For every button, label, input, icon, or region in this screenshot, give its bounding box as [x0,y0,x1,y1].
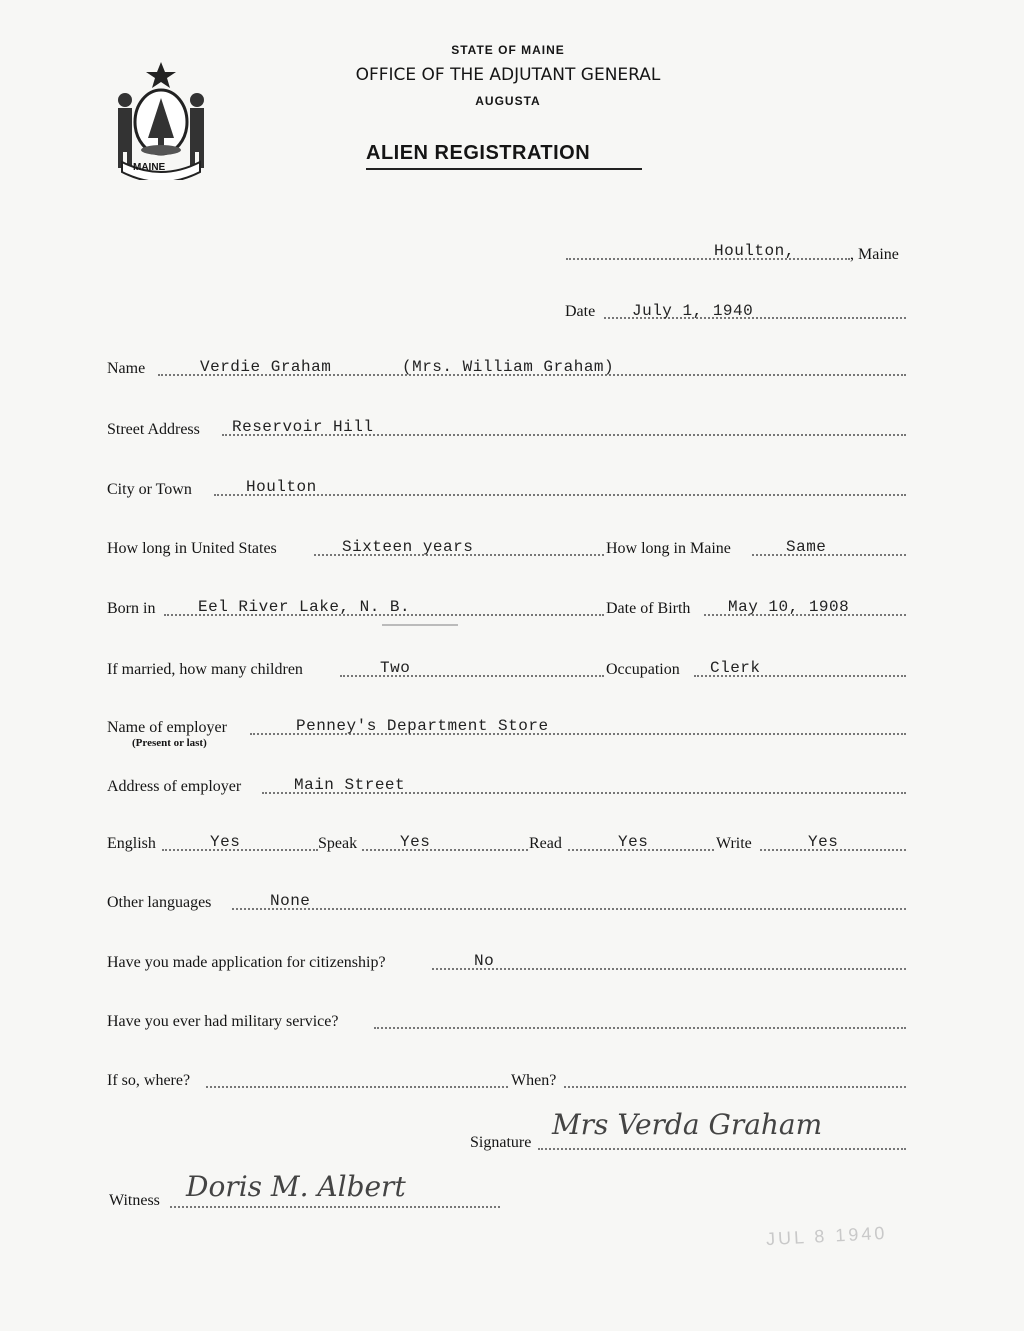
other-languages-label: Other languages [107,894,212,911]
signature-label: Signature [470,1134,532,1151]
signature-value: Mrs Verda Graham [552,1108,823,1141]
dob-label: Date of Birth [606,600,691,617]
speak-label: Speak [318,835,358,852]
occupation-value: Clerk [710,659,761,677]
read-label: Read [529,835,562,852]
witness-signature: Doris M. Albert [186,1170,406,1203]
speak-value: Yes [400,833,431,851]
citizenship-label: Have you made application for citizenship? [107,954,386,971]
witness-label: Witness [109,1192,160,1209]
born-label: Born in [107,600,156,617]
born-value: Eel River Lake, N. B. [198,598,411,616]
us-time-label: How long in United States [107,540,277,557]
location-suffix: , Maine [850,246,899,263]
street-value: Reservoir Hill [232,418,374,436]
english-value: Yes [210,833,241,851]
maine-time-label: How long in Maine [606,540,731,557]
date-label: Date [565,303,596,320]
when-label: When? [511,1072,557,1089]
city-value: Houlton [246,478,317,496]
maine-time-value: Same [786,538,827,556]
date-value: July 1, 1940 [632,302,754,320]
born-underline [382,624,458,626]
city-label: City or Town [107,481,192,498]
seal-banner-text: MAINE [133,162,166,173]
employer-label: Name of employer [107,719,227,736]
where-label: If so, where? [107,1072,191,1089]
name-alt-value: (Mrs. William Graham) [402,358,615,376]
military-label: Have you ever had military service? [107,1013,339,1030]
children-value: Two [380,659,411,677]
us-time-value: Sixteen years [342,538,474,556]
state-heading: STATE OF MAINE [451,43,565,57]
employer-value: Penney's Department Store [296,717,549,735]
page-title: ALIEN REGISTRATION [366,142,591,164]
office-heading: OFFICE OF THE ADJUTANT GENERAL [355,65,661,85]
other-languages-value: None [270,892,311,910]
occupation-label: Occupation [606,661,680,678]
employer-sublabel: (Present or last) [132,737,207,749]
dob-value: May 10, 1908 [728,598,850,616]
received-stamp: JUL 8 1940 [765,1222,888,1250]
city-heading: AUGUSTA [475,94,541,108]
children-label: If married, how many children [107,661,303,678]
employer-address-label: Address of employer [107,778,242,795]
street-label: Street Address [107,421,200,438]
location-value: Houlton, [714,242,795,260]
title-underline [366,168,642,170]
name-value: Verdie Graham [200,358,332,376]
write-label: Write [716,835,752,852]
name-label: Name [107,360,146,377]
citizenship-value: No [474,952,495,970]
read-value: Yes [618,833,649,851]
write-value: Yes [808,833,839,851]
english-label: English [107,835,156,852]
employer-address-value: Main Street [294,776,406,794]
